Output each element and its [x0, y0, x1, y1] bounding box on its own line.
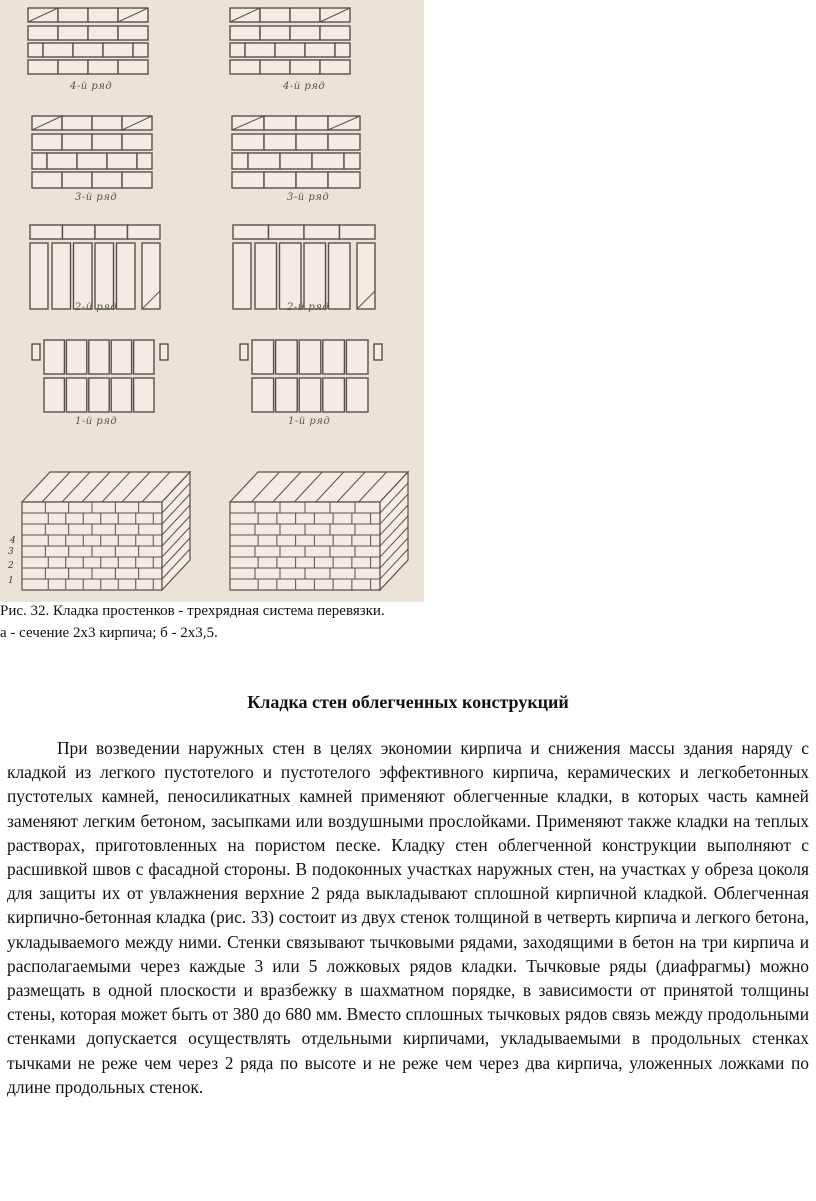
- brick-vertical: [323, 378, 345, 412]
- brick-vertical: [304, 243, 326, 309]
- top-course-brick: [304, 225, 340, 239]
- brick: [62, 134, 92, 150]
- brick-vertical: [134, 378, 154, 412]
- brick: [305, 43, 335, 57]
- brick: [280, 153, 312, 169]
- row-label-a-1: 1-й ряд: [75, 416, 118, 427]
- body-paragraph: При возведении наружных стен в целях экономии кирпича и снижения массы здания наряду с кладкой из легкого пустотелого и пустотелого эффективного кирпича, керамических и легкобетонных пустотелых камней, пеносиликатных камней применяют облегченные кладки, в которых часть камней заменяют легким бетоном, засыпками или воздушными прослойками. Применяют также кладки на теплых растворах, приготовленных на пористом песке. Кладку стен облегченной конструкции выполняют с расшивкой швов с фасадной стороны. В подоконных участках наружных стен, на участках у обреза цоколя для защиты их от увлажнения верхние 2 ряда выкладывают сплошной кирпичной кладкой. Облегченная кирпично-бетонная кладка (рис. 33) состоит из двух стенок толщиной в четверть кирпича и легкого бетона, укладываемого между ними. Стенки связывают тычковыми рядами, заходящими в бетон на три кирпича и располагаемыми через каждые 3 или 5 ложковых рядов кладки. Тычковые ряды (диафрагмы) можно размещать в одной плоскости и вразбежку в шахматном порядке, в зависимости от принятой толщины стены, которая может быть от 380 до 680 мм. Вместо сплошных тычковых рядов связь между продольными стенками допускается осуществлять отдельными кирпичами, укладываемыми в продольных стенках тычками не реже чем через 2 ряда по высоте и не реже чем через два кирпича, уложенных ложками по длине продольных стенок.: [7, 738, 809, 1097]
- top-course-brick: [264, 116, 296, 130]
- brick: [328, 172, 360, 188]
- top-course-brick: [290, 8, 320, 22]
- caption-line-1: Рис. 32. Кладка простенков - трехрядная система перевязки.: [0, 603, 385, 619]
- brick-vertical: [252, 340, 274, 374]
- brick: [92, 134, 122, 150]
- axon-number-3: 3: [8, 547, 14, 557]
- brick: [103, 43, 133, 57]
- brick: [137, 153, 152, 169]
- brick-vertical: [252, 378, 274, 412]
- side-brick: [240, 344, 248, 360]
- side-brick: [233, 243, 251, 309]
- top-course-brick: [296, 116, 328, 130]
- brick-vertical: [255, 243, 277, 309]
- side-brick: [30, 243, 48, 309]
- row-label-a-3: 3-й ряд: [75, 192, 118, 203]
- brick-vertical: [52, 243, 71, 309]
- side-brick: [142, 243, 160, 309]
- brick: [320, 26, 350, 40]
- brick: [344, 153, 360, 169]
- brick: [290, 60, 320, 74]
- row-label-b-3: 3-й ряд: [287, 192, 330, 203]
- brick: [118, 60, 148, 74]
- side-brick: [374, 344, 382, 360]
- top-course-brick: [340, 225, 376, 239]
- brick: [290, 26, 320, 40]
- brick-vertical: [134, 340, 154, 374]
- brick: [92, 172, 122, 188]
- brick-half: [230, 43, 245, 57]
- brick-vertical: [329, 243, 351, 309]
- brick: [232, 134, 264, 150]
- side-brick: [32, 344, 40, 360]
- brick: [28, 26, 58, 40]
- top-course-brick: [269, 225, 305, 239]
- brick: [43, 43, 73, 57]
- top-course-brick: [260, 8, 290, 22]
- top-course-brick: [30, 225, 63, 239]
- brick-vertical: [74, 243, 93, 309]
- brick: [296, 134, 328, 150]
- brick: [47, 153, 77, 169]
- top-course-brick: [63, 225, 96, 239]
- brick-vertical: [299, 378, 321, 412]
- brick: [58, 26, 88, 40]
- brick-vertical: [111, 378, 131, 412]
- block-top-face: [230, 472, 408, 502]
- brick: [77, 153, 107, 169]
- row-label-b-4: 4-й ряд: [283, 81, 326, 92]
- brick: [232, 172, 264, 188]
- brick-vertical: [66, 340, 86, 374]
- top-course-brick: [58, 8, 88, 22]
- axon-number-1: 1: [8, 576, 14, 586]
- top-course-brick: [88, 8, 118, 22]
- section-heading: Кладка стен облегченных конструкций: [247, 692, 569, 712]
- brick: [296, 172, 328, 188]
- brick: [320, 60, 350, 74]
- top-course-brick: [233, 225, 269, 239]
- top-course-brick: [95, 225, 128, 239]
- brick: [230, 60, 260, 74]
- brick: [230, 26, 260, 40]
- brick-vertical: [44, 378, 64, 412]
- axon-number-2: 2: [8, 561, 14, 571]
- brick-half: [232, 153, 248, 169]
- brick: [335, 43, 350, 57]
- brick-vertical: [66, 378, 86, 412]
- brick: [275, 43, 305, 57]
- figure-caption: [0, 600, 816, 644]
- axon-number-4: 4: [10, 536, 16, 546]
- brick-half: [28, 43, 43, 57]
- brick-vertical: [299, 340, 321, 374]
- brick-vertical: [111, 340, 131, 374]
- brick: [122, 134, 152, 150]
- brick: [122, 172, 152, 188]
- brick: [248, 153, 280, 169]
- caption-line-2: а - сечение 2х3 кирпича; б - 2х3,5.: [0, 625, 218, 641]
- brick-vertical: [117, 243, 136, 309]
- brick: [107, 153, 137, 169]
- brick-vertical: [323, 340, 345, 374]
- row-label-a-2: 2-й ряд: [75, 302, 118, 313]
- top-course-brick: [128, 225, 161, 239]
- row-label-a-4: 4-й ряд: [70, 81, 113, 92]
- brick: [58, 60, 88, 74]
- brick-vertical: [95, 243, 114, 309]
- brick: [118, 26, 148, 40]
- brick: [245, 43, 275, 57]
- brick: [264, 172, 296, 188]
- brick-vertical: [346, 378, 368, 412]
- brick-vertical: [44, 340, 64, 374]
- side-brick: [357, 243, 375, 309]
- brick-half: [32, 153, 47, 169]
- brick-vertical: [346, 340, 368, 374]
- row-label-b-1: 1-й ряд: [288, 416, 331, 427]
- brick-vertical: [276, 340, 298, 374]
- masonry-figure: [0, 0, 424, 602]
- brick-vertical: [89, 378, 109, 412]
- masonry-drawing: [0, 0, 424, 602]
- brick: [312, 153, 344, 169]
- brick-vertical: [89, 340, 109, 374]
- brick: [264, 134, 296, 150]
- brick: [133, 43, 148, 57]
- brick-vertical: [280, 243, 302, 309]
- brick: [32, 134, 62, 150]
- top-course-brick: [92, 116, 122, 130]
- brick: [328, 134, 360, 150]
- top-course-brick: [62, 116, 92, 130]
- brick: [260, 26, 290, 40]
- brick: [62, 172, 92, 188]
- side-brick: [160, 344, 168, 360]
- brick: [73, 43, 103, 57]
- row-label-b-2: 2-й ряд: [287, 302, 330, 313]
- brick: [88, 26, 118, 40]
- brick: [32, 172, 62, 188]
- brick-vertical: [276, 378, 298, 412]
- brick: [28, 60, 58, 74]
- brick: [260, 60, 290, 74]
- brick: [88, 60, 118, 74]
